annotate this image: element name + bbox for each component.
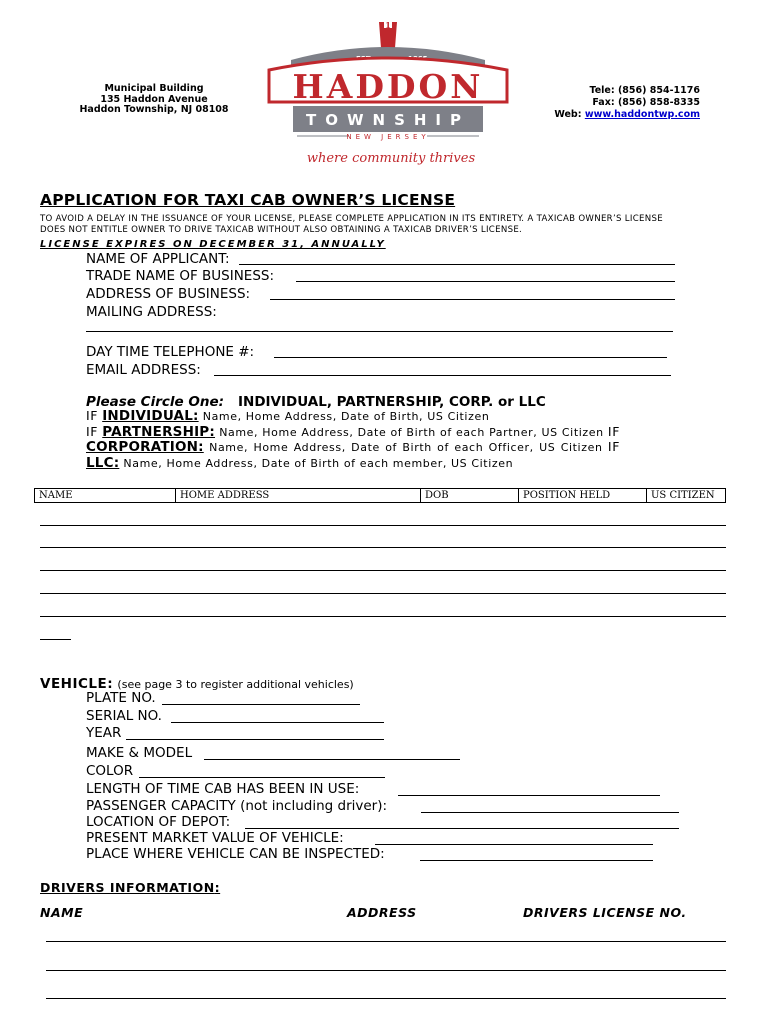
column-header: US CITIZEN: [647, 489, 726, 503]
owner-entry-line[interactable]: [40, 525, 726, 526]
column-header: NAME: [35, 489, 176, 503]
corporation-heading: CORPORATION:: [86, 439, 204, 455]
applicant-name-field[interactable]: [239, 264, 675, 265]
intro-text: [40, 214, 740, 235]
logo-torch-icon: [379, 20, 397, 48]
address-line: Haddon Township, NJ 08108: [79, 104, 229, 115]
daytime-phone-field[interactable]: [274, 357, 667, 358]
serial-label: SERIAL NO.: [86, 708, 162, 724]
driver-entry-line[interactable]: [46, 941, 726, 942]
plate-field[interactable]: [162, 704, 360, 705]
license-expiry-notice: LICENSE EXPIRES ON DECEMBER 31, ANNUALLY: [40, 239, 386, 250]
logo-name-bottom: TOWNSHIP: [305, 111, 471, 129]
address-line: Municipal Building: [104, 83, 204, 94]
email-field[interactable]: [214, 375, 671, 376]
business-type-options[interactable]: INDIVIDUAL, PARTNERSHIP, CORP. or LLC: [238, 394, 546, 410]
mailing-address-field[interactable]: [86, 331, 673, 332]
logo-name-top: HADDON: [292, 67, 484, 106]
email-label: EMAIL ADDRESS:: [86, 362, 201, 378]
entity-requirements: IF INDIVIDUAL: Name, Home Address, Date of Birth, US Citizen IF PARTNERSHIP: Name, Home Address, Date of Birth of each Partner, US Citizen IF CORPORATION: Name, Home Address, Date of Birth of each Officer, US Citizen IF LLC: Name, Home Address, Date of Birth of each member, US Citizen: [86, 408, 620, 471]
form-title: APPLICATION FOR TAXI CAB OWNER’S LICENSE: [40, 191, 456, 209]
drivers-name-column: NAME: [40, 905, 84, 920]
partnership-heading: PARTNERSHIP:: [102, 423, 216, 440]
length-in-use-field[interactable]: [398, 795, 660, 796]
svg-text:1: 1: [385, 20, 391, 30]
mailing-address-label: MAILING ADDRESS:: [86, 304, 217, 320]
intro-line: DOES NOT ENTITLE OWNER TO DRIVE TAXICAB WITHOUT ALSO OBTAINING A TAXICAB DRIVER’S LICENSE.: [40, 224, 523, 235]
color-label: COLOR: [86, 763, 134, 779]
owner-entry-line[interactable]: [40, 547, 726, 548]
market-value-label: PRESENT MARKET VALUE OF VEHICLE:: [86, 830, 344, 846]
address-line: 135 Haddon Avenue: [100, 93, 208, 105]
drivers-license-column: DRIVERS LICENSE NO.: [523, 905, 687, 920]
color-field[interactable]: [139, 777, 385, 778]
depot-location-field[interactable]: [245, 828, 679, 829]
trade-name-field[interactable]: [296, 281, 675, 282]
column-header: HOME ADDRESS: [176, 489, 421, 503]
inspection-place-field[interactable]: [420, 860, 653, 861]
trade-name-label: TRADE NAME OF BUSINESS:: [86, 268, 275, 284]
length-in-use-label: LENGTH OF TIME CAB HAS BEEN IN USE:: [86, 781, 360, 797]
passenger-capacity-label: PASSENGER CAPACITY (not including driver):: [86, 798, 388, 814]
intro-line: TO AVOID A DELAY IN THE ISSUANCE OF YOUR LICENSE, PLEASE COMPLETE APPLICATION IN ITS ENTIRETY. A TAXICAB OWNER’S LICENSE: [40, 214, 663, 224]
logo-tagline: where community thrives: [306, 151, 476, 166]
market-value-field[interactable]: [375, 844, 653, 845]
circle-prompt: Please Circle One:: [86, 394, 224, 410]
drivers-address-column: ADDRESS: [347, 905, 417, 920]
inspection-place-label: PLACE WHERE VEHICLE CAN BE INSPECTED:: [86, 846, 385, 862]
driver-entry-line[interactable]: [46, 970, 726, 971]
serial-field[interactable]: [171, 722, 384, 723]
applicant-name-label: NAME OF APPLICANT:: [86, 251, 230, 267]
owner-entry-line[interactable]: [40, 570, 726, 571]
column-header: POSITION HELD: [519, 489, 647, 503]
individual-heading: INDIVIDUAL:: [102, 408, 199, 424]
make-model-field[interactable]: [204, 759, 460, 760]
year-field[interactable]: [126, 739, 384, 740]
haddon-township-logo: [263, 18, 513, 166]
municipal-address: [70, 84, 238, 116]
drivers-heading: DRIVERS INFORMATION:: [40, 880, 221, 895]
plate-label: PLATE NO.: [86, 690, 156, 706]
owner-entry-line[interactable]: [40, 593, 726, 594]
column-header: DOB: [421, 489, 519, 503]
owners-table-header: [34, 488, 726, 503]
fax-number: Fax: (856) 858-8335: [592, 97, 700, 108]
contact-info: [520, 85, 700, 121]
vehicle-note: (see page 3 to register additional vehicles): [117, 678, 354, 691]
phone-number: Tele: (856) 854-1176: [589, 85, 700, 96]
owner-entry-line[interactable]: [40, 616, 726, 617]
vehicle-heading: VEHICLE: (see page 3 to register additional vehicles): [40, 676, 354, 692]
business-address-field[interactable]: [270, 299, 675, 300]
depot-location-label: LOCATION OF DEPOT:: [86, 814, 231, 830]
passenger-capacity-field[interactable]: [421, 812, 679, 813]
business-address-label: ADDRESS OF BUSINESS:: [86, 286, 251, 302]
website-line: Web: www.haddontwp.com: [554, 109, 700, 120]
make-model-label: MAKE & MODEL: [86, 745, 193, 761]
daytime-phone-label: DAY TIME TELEPHONE #:: [86, 344, 255, 360]
llc-heading: LLC:: [86, 454, 120, 471]
logo-state: NEW JERSEY: [346, 133, 430, 141]
website-link[interactable]: www.haddontwp.com: [584, 109, 700, 120]
year-label: YEAR: [86, 725, 122, 741]
owner-entry-line[interactable]: [40, 639, 71, 640]
driver-entry-line[interactable]: [46, 998, 726, 999]
